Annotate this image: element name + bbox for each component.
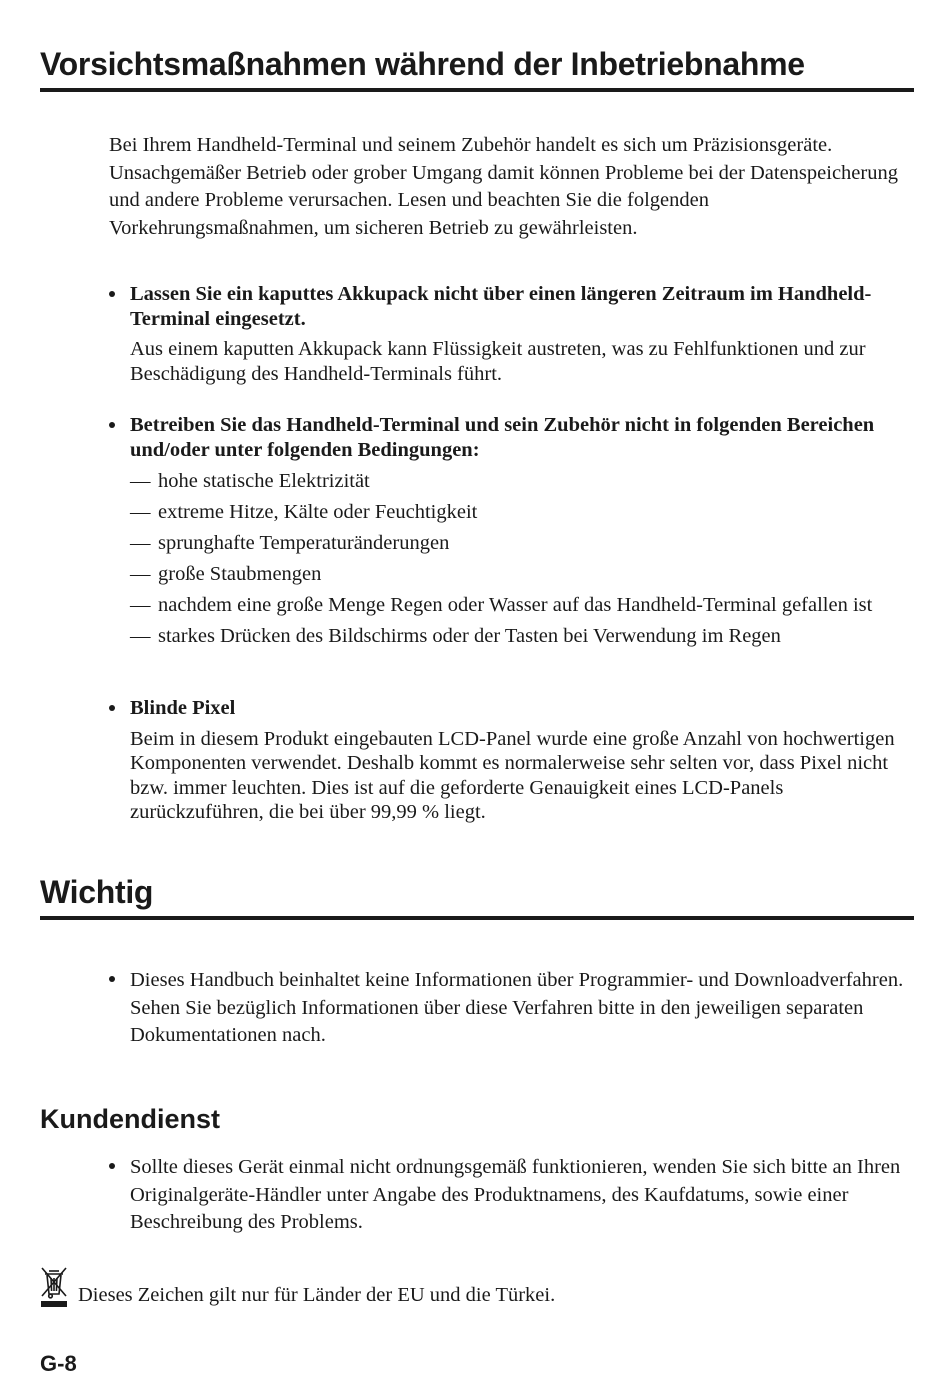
- condition-item: — extreme Hitze, Kälte oder Feuchtigkeit: [130, 500, 478, 523]
- service-text: Sollte dieses Gerät einmal nicht ordnungsgemäß funktionieren, wenden Sie sich bitte an Ihren Originalgeräte-Händler unter Angabe des Produktnamens, des Kaufdatums, sowie einer Beschreibung des Problems.: [130, 1156, 901, 1233]
- bullet-dot: [109, 705, 115, 711]
- condition-item: — nachdem eine große Menge Regen oder Wasser auf das Handheld-Terminal gefallen ist: [130, 593, 873, 616]
- bullet-lead: Blinde Pixel: [130, 697, 236, 719]
- bullet-text: Beim in diesem Produkt eingebauten LCD-Panel wurde eine große Anzahl von hochwertigen Komponenten verwendet. Deshalb kommt es normalerweise sehr selten vor, dass Pixel nicht bzw. immer leuchten. Dies ist auf die geforderte Genauigkeit eines LCD-Panels zurückzuführen, die bei über 99,99 % liegt.: [130, 727, 895, 823]
- bullet-lead: Betreiben Sie das Handheld-Terminal und sein Zubehör nicht in folgenden Bereichen und/oder unter folgenden Bedingungen:: [130, 414, 875, 461]
- condition-item: — sprunghafte Temperaturänderungen: [130, 531, 450, 554]
- bullet-dot: [109, 291, 115, 297]
- heading-important: Wichtig: [40, 874, 914, 920]
- bullet-dot: [109, 422, 115, 428]
- bullet-lead: Lassen Sie ein kaputtes Akkupack nicht über einen längeren Zeitraum im Handheld-Terminal eingesetzt.: [130, 283, 872, 330]
- heading-customer-service: Kundendienst: [40, 1104, 220, 1134]
- crossed-out-wheelie-bin-icon: [40, 1266, 68, 1308]
- condition-item: — große Staubmengen: [130, 562, 322, 585]
- bullet-important-note: [109, 967, 919, 1050]
- bullet-dot: [109, 976, 115, 982]
- weee-notice: Dieses Zeichen gilt nur für Länder der EU und die Türkei.: [78, 1284, 556, 1306]
- bullet-damaged-battery: [109, 282, 919, 386]
- bullet-service-note: [109, 1154, 919, 1237]
- important-text: Dieses Handbuch beinhaltet keine Informationen über Programmier- und Downloadverfahren. Sehen Sie bezüglich Informationen über diese Verfahren bitte in den jeweiligen separaten Dokumentationen nach.: [130, 969, 904, 1046]
- bullet-dead-pixels: [109, 696, 919, 825]
- bullet-operating-conditions: [109, 413, 919, 648]
- page-number: G-8: [40, 1351, 77, 1376]
- intro-paragraph: Bei Ihrem Handheld-Terminal und seinem Zubehör handelt es sich um Präzisionsgeräte. Unsachgemäßer Betrieb oder grober Umgang damit können Probleme bei der Datenspeicherung und andere Probleme verursachen. Lesen und beachten Sie die folgenden Vorkehrungsmaßnahmen, um sicheren Betrieb zu gewährleisten.: [109, 134, 898, 239]
- condition-item: — hohe statische Elektrizität: [130, 469, 370, 492]
- bullet-text: Aus einem kaputten Akkupack kann Flüssigkeit austreten, was zu Fehlfunktionen und zur Beschädigung des Handheld-Terminals führt.: [130, 338, 866, 385]
- heading-precautions: Vorsichtsmaßnahmen während der Inbetriebnahme: [40, 46, 914, 92]
- bullet-dot: [109, 1163, 115, 1169]
- condition-item: — starkes Drücken des Bildschirms oder der Tasten bei Verwendung im Regen: [130, 624, 781, 647]
